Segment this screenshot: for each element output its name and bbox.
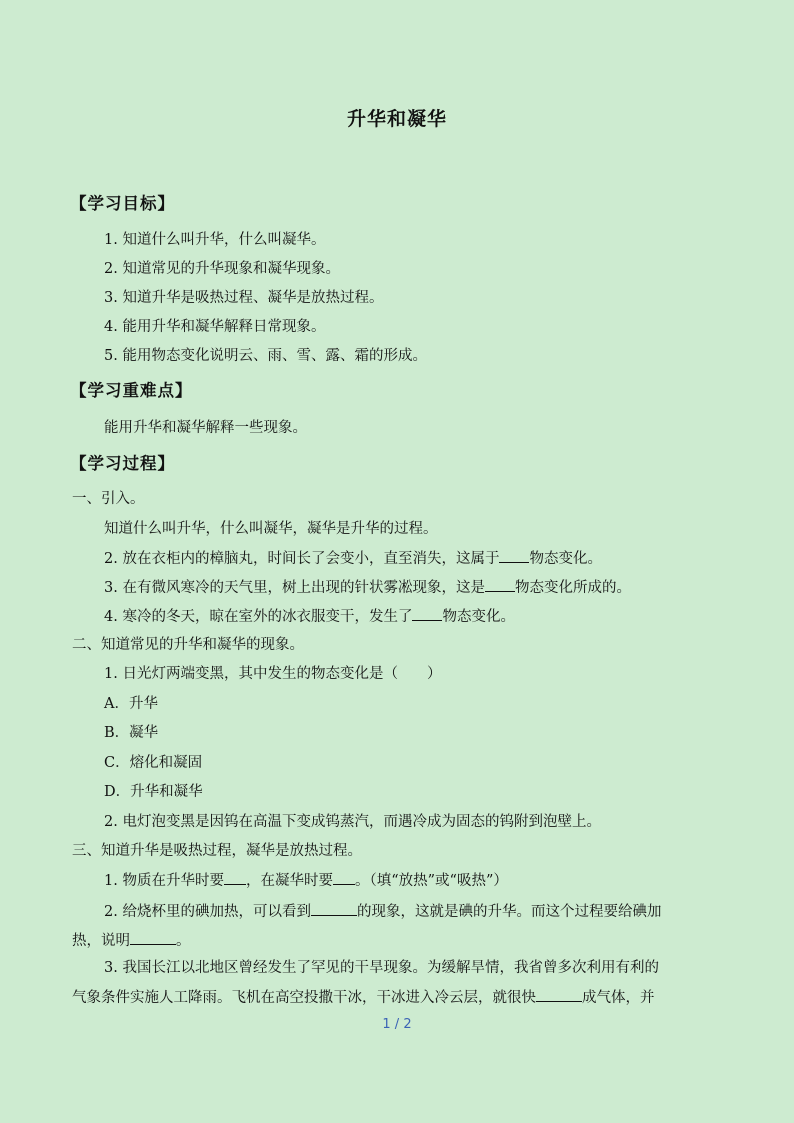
option-item: C．熔化和凝固 xyxy=(104,755,203,771)
question-continuation xyxy=(72,930,191,951)
part-heading: 一、引入。 xyxy=(72,491,145,507)
goal-item: 1. 知道什么叫升华，什么叫凝华。 xyxy=(104,232,326,248)
goal-item: 2. 知道常见的升华现象和凝华现象。 xyxy=(104,261,340,277)
answer-blank xyxy=(412,606,442,621)
answer-blank xyxy=(485,577,515,592)
paragraph: 知道什么叫升华，什么叫凝华，凝华是升华的过程。 xyxy=(104,521,438,537)
question-item: 3. 我国长江以北地区曾经发生了罕见的干旱现象。为缓解旱情，我省曾多次利用有利的 xyxy=(104,960,659,976)
goal-item: 3. 知道升华是吸热过程、凝华是放热过程。 xyxy=(104,290,384,306)
question-item xyxy=(104,870,508,891)
page-title: 升华和凝华 xyxy=(346,108,447,130)
question-item: 2. 电灯泡变黑是因钨在高温下变成钨蒸汽，而遇冷成为固态的钨附到泡壁上。 xyxy=(104,814,601,830)
option-item: D．升华和凝华 xyxy=(104,784,203,800)
question-continuation xyxy=(72,987,655,1008)
question-text: 2. 放在衣柜内的樟脑丸，时间长了会变小，直至消失，这属于 xyxy=(104,551,500,567)
answer-blank xyxy=(130,930,176,945)
goal-item: 5. 能用物态变化说明云、雨、雪、露、霜的形成。 xyxy=(104,348,427,364)
answer-blank xyxy=(224,870,246,885)
question-text: ，在凝华时要 xyxy=(245,873,333,889)
question-item xyxy=(104,548,602,569)
question-text: 。（填“放热”或“吸热”） xyxy=(354,873,508,889)
option-item: B．凝华 xyxy=(104,725,159,741)
question-item xyxy=(104,577,631,598)
answer-blank xyxy=(536,987,582,1002)
question-text: 4. 寒冷的冬天，晾在室外的冰衣服变干，发生了 xyxy=(104,609,413,625)
answer-blank xyxy=(499,548,529,563)
section-heading-process: 【学习过程】 xyxy=(70,454,175,473)
section-heading-goals: 【学习目标】 xyxy=(70,194,175,213)
part-heading: 二、知道常见的升华和凝华的现象。 xyxy=(72,637,304,653)
question-item xyxy=(104,606,515,627)
section-heading-key-points: 【学习重难点】 xyxy=(70,381,193,400)
question-text: 2. 给烧杯里的碘加热，可以看到 xyxy=(104,904,311,920)
question-item: 1. 日光灯两端变黑，其中发生的物态变化是（ ） xyxy=(104,666,442,682)
question-item xyxy=(104,901,661,922)
question-text: 气象条件实施人工降雨。飞机在高空投撒干冰，干冰进入冷云层，就很快 xyxy=(72,990,536,1006)
question-text: 物态变化所成的。 xyxy=(514,580,631,596)
question-text: 物态变化。 xyxy=(529,551,602,567)
question-text: 3. 在有微风寒冷的天气里，树上出现的针状雾凇现象，这是 xyxy=(104,580,485,596)
key-point-text: 能用升华和凝华解释一些现象。 xyxy=(104,420,307,436)
option-item: A．升华 xyxy=(104,696,158,712)
part-heading: 三、知道升华是吸热过程，凝华是放热过程。 xyxy=(72,843,362,859)
question-text: 1. 物质在升华时要 xyxy=(104,873,224,889)
question-text: 物态变化。 xyxy=(442,609,515,625)
goal-item: 4. 能用升华和凝华解释日常现象。 xyxy=(104,319,326,335)
answer-blank xyxy=(333,870,355,885)
answer-blank xyxy=(311,901,357,916)
question-text: 成气体，并 xyxy=(582,990,655,1006)
question-text: 的现象，这就是碘的升华。而这个过程要给碘加 xyxy=(356,904,662,920)
question-text: 。 xyxy=(176,933,191,949)
question-text: 热，说明 xyxy=(72,933,130,949)
page-number: 1 / 2 xyxy=(382,1017,412,1032)
